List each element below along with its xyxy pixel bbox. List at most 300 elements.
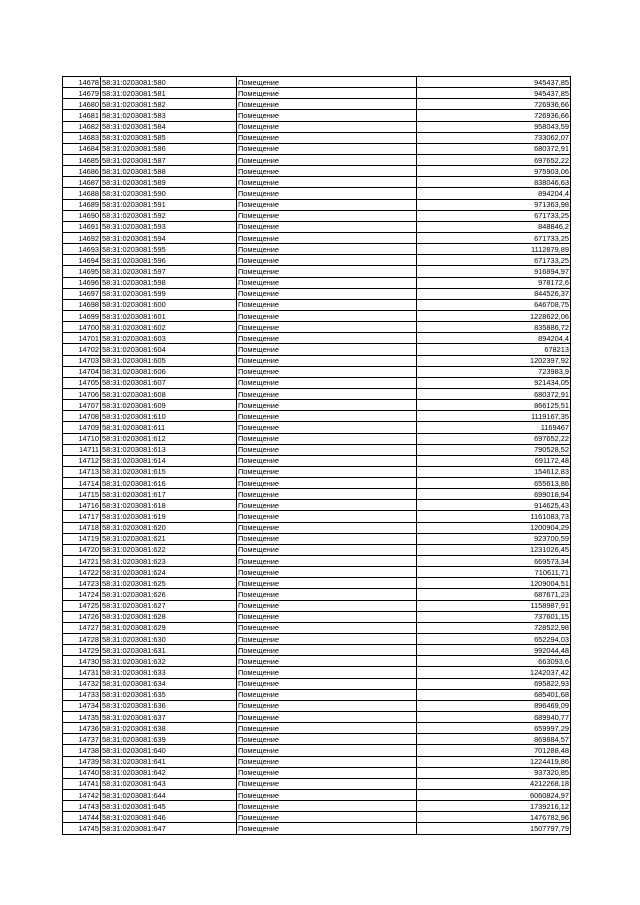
table-row: [63, 177, 571, 188]
row-number-cell: 14682: [63, 121, 101, 132]
row-number-cell: 14679: [63, 88, 101, 99]
table-row: [63, 255, 571, 266]
cadastral-number-cell: 58:31:0203081:644: [101, 790, 237, 801]
row-number-cell: 14708: [63, 411, 101, 422]
row-number-cell: 14690: [63, 210, 101, 221]
cadastral-value-cell: 671733,25: [417, 255, 571, 266]
row-number-cell: 14680: [63, 99, 101, 110]
object-type-cell: Помещение: [237, 377, 417, 388]
table-row: [63, 511, 571, 522]
row-number-cell: 14707: [63, 400, 101, 411]
row-number-cell: 14724: [63, 589, 101, 600]
object-type-cell: Помещение: [237, 288, 417, 299]
object-type-cell: Помещение: [237, 578, 417, 589]
table-row: [63, 667, 571, 678]
object-type-cell: Помещение: [237, 355, 417, 366]
row-number-cell: 14697: [63, 288, 101, 299]
row-number-cell: 14691: [63, 221, 101, 232]
table-row: [63, 221, 571, 232]
table-row: [63, 567, 571, 578]
object-type-cell: Помещение: [237, 734, 417, 745]
object-type-cell: Помещение: [237, 600, 417, 611]
table-row: [63, 188, 571, 199]
cadastral-number-cell: 58:31:0203081:603: [101, 333, 237, 344]
row-number-cell: 14735: [63, 712, 101, 723]
table-row: [63, 466, 571, 477]
table-row: [63, 544, 571, 555]
object-type-cell: Помещение: [237, 801, 417, 812]
cadastral-value-cell: 914625,43: [417, 500, 571, 511]
cadastral-value-cell: 916894,97: [417, 266, 571, 277]
table-row: [63, 110, 571, 121]
table-row: [63, 734, 571, 745]
object-type-cell: Помещение: [237, 556, 417, 567]
cadastral-number-cell: 58:31:0203081:628: [101, 611, 237, 622]
cadastral-number-cell: 58:31:0203081:627: [101, 600, 237, 611]
cadastral-value-cell: 1200904,29: [417, 522, 571, 533]
row-number-cell: 14689: [63, 199, 101, 210]
row-number-cell: 14703: [63, 355, 101, 366]
table-row: [63, 199, 571, 210]
cadastral-number-cell: 58:31:0203081:624: [101, 567, 237, 578]
cadastral-number-cell: 58:31:0203081:600: [101, 299, 237, 310]
row-number-cell: 14702: [63, 344, 101, 355]
row-number-cell: 14742: [63, 790, 101, 801]
row-number-cell: 14706: [63, 388, 101, 399]
object-type-cell: Помещение: [237, 823, 417, 834]
cadastral-value-cell: 659997,29: [417, 723, 571, 734]
row-number-cell: 14699: [63, 310, 101, 321]
table-row: [63, 645, 571, 656]
cadastral-number-cell: 58:31:0203081:647: [101, 823, 237, 834]
cadastral-number-cell: 58:31:0203081:610: [101, 411, 237, 422]
cadastral-value-cell: 869884,57: [417, 734, 571, 745]
row-number-cell: 14734: [63, 700, 101, 711]
object-type-cell: Помещение: [237, 466, 417, 477]
cadastral-number-cell: 58:31:0203081:601: [101, 310, 237, 321]
row-number-cell: 14688: [63, 188, 101, 199]
row-number-cell: 14717: [63, 511, 101, 522]
cadastral-value-cell: 1231026,45: [417, 544, 571, 555]
table-row: [63, 288, 571, 299]
cadastral-value-cell: 1202397,92: [417, 355, 571, 366]
object-type-cell: Помещение: [237, 634, 417, 645]
table-row: [63, 132, 571, 143]
table-row: [63, 166, 571, 177]
table-row: [63, 411, 571, 422]
table-row: [63, 756, 571, 767]
row-number-cell: 14696: [63, 277, 101, 288]
object-type-cell: Помещение: [237, 143, 417, 154]
cadastral-number-cell: 58:31:0203081:585: [101, 132, 237, 143]
cadastral-value-cell: 728522,98: [417, 622, 571, 633]
table-row: [63, 310, 571, 321]
object-type-cell: Помещение: [237, 322, 417, 333]
row-number-cell: 14718: [63, 522, 101, 533]
table-row: [63, 723, 571, 734]
object-type-cell: Помещение: [237, 400, 417, 411]
object-type-cell: Помещение: [237, 177, 417, 188]
cadastral-value-cell: 1161083,73: [417, 511, 571, 522]
row-number-cell: 14741: [63, 778, 101, 789]
cadastral-number-cell: 58:31:0203081:612: [101, 433, 237, 444]
cadastral-value-cell: 680372,91: [417, 388, 571, 399]
table-row: [63, 77, 571, 88]
table-row: [63, 578, 571, 589]
row-number-cell: 14725: [63, 600, 101, 611]
cadastral-value-cell: 737601,15: [417, 611, 571, 622]
object-type-cell: Помещение: [237, 723, 417, 734]
cadastral-value-cell: 671733,25: [417, 232, 571, 243]
row-number-cell: 14738: [63, 745, 101, 756]
cadastral-number-cell: 58:31:0203081:626: [101, 589, 237, 600]
object-type-cell: Помещение: [237, 366, 417, 377]
object-type-cell: Помещение: [237, 199, 417, 210]
table-row: [63, 232, 571, 243]
cadastral-number-cell: 58:31:0203081:645: [101, 801, 237, 812]
cadastral-value-cell: 1242037,42: [417, 667, 571, 678]
object-type-cell: Помещение: [237, 689, 417, 700]
cadastral-number-cell: 58:31:0203081:597: [101, 266, 237, 277]
row-number-cell: 14694: [63, 255, 101, 266]
cadastral-value-cell: 992044,48: [417, 645, 571, 656]
cadastral-number-cell: 58:31:0203081:592: [101, 210, 237, 221]
object-type-cell: Помещение: [237, 700, 417, 711]
cadastral-value-cell: 921434,05: [417, 377, 571, 388]
cadastral-value-cell: 652294,03: [417, 634, 571, 645]
row-number-cell: 14729: [63, 645, 101, 656]
cadastral-number-cell: 58:31:0203081:636: [101, 700, 237, 711]
cadastral-value-cell: 848846,2: [417, 221, 571, 232]
cadastral-value-cell: 680372,91: [417, 143, 571, 154]
cadastral-value-cell: 945437,85: [417, 88, 571, 99]
table-row: [63, 121, 571, 132]
row-number-cell: 14695: [63, 266, 101, 277]
object-type-cell: Помещение: [237, 656, 417, 667]
object-type-cell: Помещение: [237, 444, 417, 455]
cadastral-number-cell: 58:31:0203081:602: [101, 322, 237, 333]
table-row: [63, 600, 571, 611]
cadastral-number-cell: 58:31:0203081:594: [101, 232, 237, 243]
row-number-cell: 14739: [63, 756, 101, 767]
cadastral-value-cell: 835886,72: [417, 322, 571, 333]
object-type-cell: Помещение: [237, 266, 417, 277]
cadastral-number-cell: 58:31:0203081:611: [101, 422, 237, 433]
object-type-cell: Помещение: [237, 567, 417, 578]
cadastral-value-cell: 1169467: [417, 422, 571, 433]
row-number-cell: 14684: [63, 143, 101, 154]
row-number-cell: 14714: [63, 478, 101, 489]
row-number-cell: 14720: [63, 544, 101, 555]
object-type-cell: Помещение: [237, 645, 417, 656]
cadastral-number-cell: 58:31:0203081:639: [101, 734, 237, 745]
cadastral-value-cell: 958043,59: [417, 121, 571, 132]
cadastral-value-cell: 685401,68: [417, 689, 571, 700]
cadastral-number-cell: 58:31:0203081:609: [101, 400, 237, 411]
cadastral-number-cell: 58:31:0203081:616: [101, 478, 237, 489]
object-type-cell: Помещение: [237, 489, 417, 500]
object-type-cell: Помещение: [237, 188, 417, 199]
table-row: [63, 678, 571, 689]
cadastral-value-cell: 689940,77: [417, 712, 571, 723]
cadastral-number-cell: 58:31:0203081:632: [101, 656, 237, 667]
cadastral-number-cell: 58:31:0203081:593: [101, 221, 237, 232]
object-type-cell: Помещение: [237, 110, 417, 121]
row-number-cell: 14721: [63, 556, 101, 567]
object-type-cell: Помещение: [237, 299, 417, 310]
cadastral-value-cell: 646708,75: [417, 299, 571, 310]
table-row: [63, 400, 571, 411]
cadastral-number-cell: 58:31:0203081:629: [101, 622, 237, 633]
cadastral-number-cell: 58:31:0203081:599: [101, 288, 237, 299]
cadastral-value-cell: 975903,06: [417, 166, 571, 177]
object-type-cell: Помещение: [237, 712, 417, 723]
row-number-cell: 14715: [63, 489, 101, 500]
object-type-cell: Помещение: [237, 589, 417, 600]
object-type-cell: Помещение: [237, 121, 417, 132]
object-type-cell: Помещение: [237, 277, 417, 288]
cadastral-number-cell: 58:31:0203081:625: [101, 578, 237, 589]
cadastral-value-cell: 1507797,79: [417, 823, 571, 834]
object-type-cell: Помещение: [237, 511, 417, 522]
table-row: [63, 210, 571, 221]
cadastral-number-cell: 58:31:0203081:615: [101, 466, 237, 477]
object-type-cell: Помещение: [237, 611, 417, 622]
cadastral-number-cell: 58:31:0203081:606: [101, 366, 237, 377]
row-number-cell: 14693: [63, 244, 101, 255]
table-row: [63, 634, 571, 645]
table-row: [63, 712, 571, 723]
row-number-cell: 14698: [63, 299, 101, 310]
table-row: [63, 433, 571, 444]
cadastral-value-cell: 4212268,18: [417, 778, 571, 789]
row-number-cell: 14732: [63, 678, 101, 689]
object-type-cell: Помещение: [237, 756, 417, 767]
row-number-cell: 14723: [63, 578, 101, 589]
object-type-cell: Помещение: [237, 310, 417, 321]
cadastral-value-cell: 923700,59: [417, 533, 571, 544]
table-row: [63, 689, 571, 700]
cadastral-number-cell: 58:31:0203081:581: [101, 88, 237, 99]
table-body: [63, 77, 571, 835]
cadastral-value-cell: 695822,93: [417, 678, 571, 689]
cadastral-value-cell: 844526,37: [417, 288, 571, 299]
object-type-cell: Помещение: [237, 812, 417, 823]
table-row: [63, 812, 571, 823]
cadastral-value-cell: 669573,34: [417, 556, 571, 567]
object-type-cell: Помещение: [237, 166, 417, 177]
cadastral-value-cell: 697652,22: [417, 433, 571, 444]
row-number-cell: 14710: [63, 433, 101, 444]
row-number-cell: 14704: [63, 366, 101, 377]
table-row: [63, 801, 571, 812]
object-type-cell: Помещение: [237, 533, 417, 544]
cadastral-number-cell: 58:31:0203081:591: [101, 199, 237, 210]
table-row: [63, 622, 571, 633]
cadastral-number-cell: 58:31:0203081:613: [101, 444, 237, 455]
cadastral-number-cell: 58:31:0203081:580: [101, 77, 237, 88]
object-type-cell: Помещение: [237, 622, 417, 633]
cadastral-value-cell: 937320,85: [417, 767, 571, 778]
row-number-cell: 14683: [63, 132, 101, 143]
table-row: [63, 88, 571, 99]
row-number-cell: 14687: [63, 177, 101, 188]
cadastral-table: [62, 76, 571, 835]
object-type-cell: Помещение: [237, 255, 417, 266]
cadastral-number-cell: 58:31:0203081:588: [101, 166, 237, 177]
cadastral-number-cell: 58:31:0203081:590: [101, 188, 237, 199]
cadastral-number-cell: 58:31:0203081:642: [101, 767, 237, 778]
table-row: [63, 790, 571, 801]
cadastral-value-cell: 701288,48: [417, 745, 571, 756]
object-type-cell: Помещение: [237, 745, 417, 756]
row-number-cell: 14730: [63, 656, 101, 667]
row-number-cell: 14686: [63, 166, 101, 177]
object-type-cell: Помещение: [237, 99, 417, 110]
row-number-cell: 14692: [63, 232, 101, 243]
cadastral-number-cell: 58:31:0203081:605: [101, 355, 237, 366]
cadastral-number-cell: 58:31:0203081:634: [101, 678, 237, 689]
object-type-cell: Помещение: [237, 500, 417, 511]
object-type-cell: Помещение: [237, 522, 417, 533]
cadastral-value-cell: 6060824,97: [417, 790, 571, 801]
cadastral-number-cell: 58:31:0203081:582: [101, 99, 237, 110]
cadastral-value-cell: 726936,66: [417, 110, 571, 121]
row-number-cell: 14727: [63, 622, 101, 633]
cadastral-value-cell: 687671,23: [417, 589, 571, 600]
cadastral-value-cell: 838046,63: [417, 177, 571, 188]
cadastral-value-cell: 710611,71: [417, 567, 571, 578]
cadastral-value-cell: 790528,52: [417, 444, 571, 455]
cadastral-number-cell: 58:31:0203081:587: [101, 154, 237, 165]
cadastral-number-cell: 58:31:0203081:607: [101, 377, 237, 388]
object-type-cell: Помещение: [237, 244, 417, 255]
cadastral-number-cell: 58:31:0203081:646: [101, 812, 237, 823]
object-type-cell: Помещение: [237, 433, 417, 444]
table-row: [63, 533, 571, 544]
row-number-cell: 14743: [63, 801, 101, 812]
table-row: [63, 344, 571, 355]
row-number-cell: 14722: [63, 567, 101, 578]
object-type-cell: Помещение: [237, 154, 417, 165]
row-number-cell: 14736: [63, 723, 101, 734]
cadastral-number-cell: 58:31:0203081:630: [101, 634, 237, 645]
cadastral-number-cell: 58:31:0203081:643: [101, 778, 237, 789]
cadastral-value-cell: 1158987,91: [417, 600, 571, 611]
table-row: [63, 366, 571, 377]
table-row: [63, 377, 571, 388]
table-row: [63, 299, 571, 310]
table-row: [63, 355, 571, 366]
table-row: [63, 455, 571, 466]
cadastral-number-cell: 58:31:0203081:638: [101, 723, 237, 734]
cadastral-number-cell: 58:31:0203081:604: [101, 344, 237, 355]
cadastral-number-cell: 58:31:0203081:617: [101, 489, 237, 500]
cadastral-number-cell: 58:31:0203081:622: [101, 544, 237, 555]
cadastral-value-cell: 866125,51: [417, 400, 571, 411]
row-number-cell: 14737: [63, 734, 101, 745]
object-type-cell: Помещение: [237, 790, 417, 801]
cadastral-value-cell: 671733,25: [417, 210, 571, 221]
cadastral-number-cell: 58:31:0203081:631: [101, 645, 237, 656]
row-number-cell: 14719: [63, 533, 101, 544]
table-row: [63, 522, 571, 533]
object-type-cell: Помещение: [237, 422, 417, 433]
cadastral-value-cell: 894204,4: [417, 188, 571, 199]
table-row: [63, 143, 571, 154]
cadastral-number-cell: 58:31:0203081:618: [101, 500, 237, 511]
cadastral-number-cell: 58:31:0203081:596: [101, 255, 237, 266]
object-type-cell: Помещение: [237, 77, 417, 88]
object-type-cell: Помещение: [237, 388, 417, 399]
table-row: [63, 266, 571, 277]
object-type-cell: Помещение: [237, 667, 417, 678]
row-number-cell: 14681: [63, 110, 101, 121]
object-type-cell: Помещение: [237, 210, 417, 221]
cadastral-value-cell: 978172,6: [417, 277, 571, 288]
cadastral-number-cell: 58:31:0203081:584: [101, 121, 237, 132]
table-row: [63, 322, 571, 333]
cadastral-number-cell: 58:31:0203081:641: [101, 756, 237, 767]
object-type-cell: Помещение: [237, 411, 417, 422]
row-number-cell: 14733: [63, 689, 101, 700]
table-row: [63, 611, 571, 622]
table-row: [63, 244, 571, 255]
cadastral-value-cell: 723983,9: [417, 366, 571, 377]
cadastral-number-cell: 58:31:0203081:589: [101, 177, 237, 188]
table-row: [63, 589, 571, 600]
row-number-cell: 14713: [63, 466, 101, 477]
row-number-cell: 14711: [63, 444, 101, 455]
table-row: [63, 500, 571, 511]
table-row: [63, 444, 571, 455]
row-number-cell: 14731: [63, 667, 101, 678]
table-row: [63, 388, 571, 399]
cadastral-number-cell: 58:31:0203081:619: [101, 511, 237, 522]
cadastral-value-cell: 1209004,51: [417, 578, 571, 589]
cadastral-number-cell: 58:31:0203081:623: [101, 556, 237, 567]
cadastral-value-cell: 1119167,35: [417, 411, 571, 422]
cadastral-number-cell: 58:31:0203081:595: [101, 244, 237, 255]
table-row: [63, 745, 571, 756]
object-type-cell: Помещение: [237, 88, 417, 99]
object-type-cell: Помещение: [237, 767, 417, 778]
cadastral-number-cell: 58:31:0203081:583: [101, 110, 237, 121]
cadastral-number-cell: 58:31:0203081:640: [101, 745, 237, 756]
cadastral-number-cell: 58:31:0203081:586: [101, 143, 237, 154]
object-type-cell: Помещение: [237, 344, 417, 355]
row-number-cell: 14712: [63, 455, 101, 466]
object-type-cell: Помещение: [237, 333, 417, 344]
object-type-cell: Помещение: [237, 221, 417, 232]
object-type-cell: Помещение: [237, 678, 417, 689]
table-row: [63, 556, 571, 567]
table-row: [63, 489, 571, 500]
cadastral-number-cell: 58:31:0203081:608: [101, 388, 237, 399]
cadastral-number-cell: 58:31:0203081:598: [101, 277, 237, 288]
cadastral-value-cell: 691172,48: [417, 455, 571, 466]
row-number-cell: 14685: [63, 154, 101, 165]
cadastral-value-cell: 1739216,12: [417, 801, 571, 812]
object-type-cell: Помещение: [237, 232, 417, 243]
table-row: [63, 333, 571, 344]
object-type-cell: Помещение: [237, 132, 417, 143]
row-number-cell: 14728: [63, 634, 101, 645]
table-row: [63, 99, 571, 110]
cadastral-value-cell: 699018,94: [417, 489, 571, 500]
row-number-cell: 14744: [63, 812, 101, 823]
cadastral-value-cell: 663093,6: [417, 656, 571, 667]
